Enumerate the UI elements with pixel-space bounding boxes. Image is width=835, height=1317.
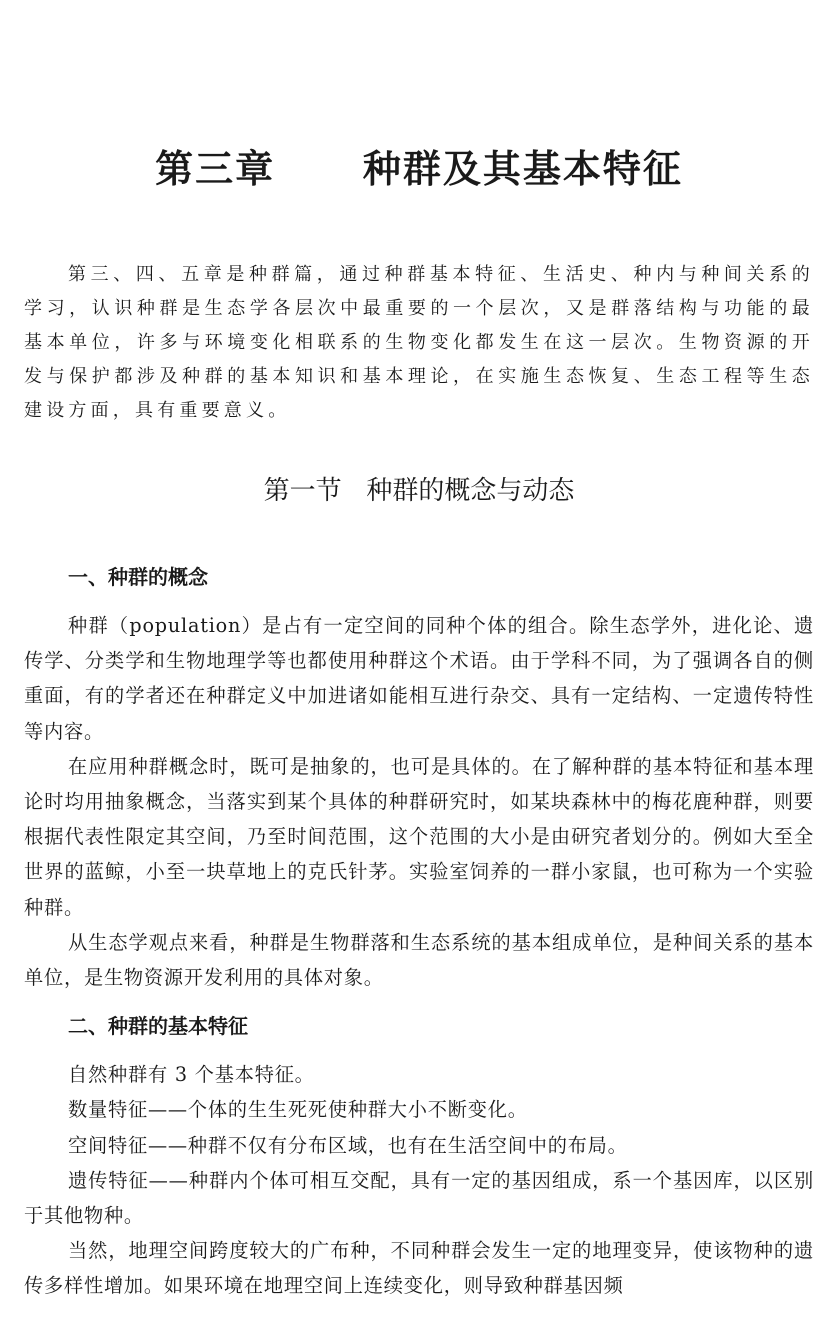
paragraph: 数量特征——个体的生生死死使种群大小不断变化。 [68, 1098, 528, 1122]
subsection-heading-basic-features: 二、种群的基本特征 [68, 1014, 248, 1039]
chapter-title: 第三章 种群及其基本特征 [155, 147, 683, 191]
paragraph: 当然，地理空间跨度较大的广布种，不同种群会发生一定的地理变异，使该物种的遗传多样性增加。如果环境在地理空间上连续变化，则导致种群基因频 [24, 1239, 814, 1298]
paragraph: 自然种群有 3 个基本特征。 [68, 1063, 315, 1087]
document-page [24, 0, 814, 1304]
section-title: 第一节 种群的概念与动态 [263, 476, 575, 506]
chapter-intro: 第三、四、五章是种群篇，通过种群基本特征、生活史、种内与种间关系的学习，认识种群是生态学各层次中最重要的一个层次，又是群落结构与功能的最基本单位，许多与环境变化相联系的生物变化都发生在这一层次。生物资源的开发与保护都涉及种群的基本知识和基本理论，在实施生态恢复、生态工程等生态建设方面，具有重要意义。 [24, 264, 814, 421]
paragraph: 遗传特征——种群内个体可相互交配，具有一定的基因组成，系一个基因库，以区别于其他物种。 [24, 1168, 814, 1228]
paragraph: 在应用种群概念时，既可是抽象的，也可是具体的。在了解种群的基本特征和基本理论时均用抽象概念，当落实到某个具体的种群研究时，如某块森林中的梅花鹿种群，则要根据代表性限定其空间，乃至时间范围，这个范围的大小是由研究者划分的。例如大至全世界的蓝鲸，小至一块草地上的克氏针茅。实验室饲养的一群小家鼠，也可称为一个实验种群。 [24, 754, 814, 919]
subsection-body-basic-features [24, 1057, 814, 1303]
subsection-heading-population-concept: 一、种群的概念 [68, 565, 208, 589]
paragraph: 种群（population）是占有一定空间的同种个体的组合。除生态学外，进化论、遗传学、分类学和生物地理学等也都使用种群这个术语。由于学科不同，为了强调各自的侧重面，有的学者还在种群定义中加进诸如能相互进行杂交、具有一定结构、一定遗传特性等内容。 [24, 614, 814, 743]
subsection-body-population-concept [24, 608, 814, 995]
paragraph: 从生态学观点来看，种群是生物群落和生态系统的基本组成单位，是种间关系的基本单位，是生物资源开发利用的具体对象。 [24, 930, 814, 990]
paragraph: 空间特征——种群不仅有分布区域，也有在生活空间中的布局。 [68, 1133, 628, 1157]
